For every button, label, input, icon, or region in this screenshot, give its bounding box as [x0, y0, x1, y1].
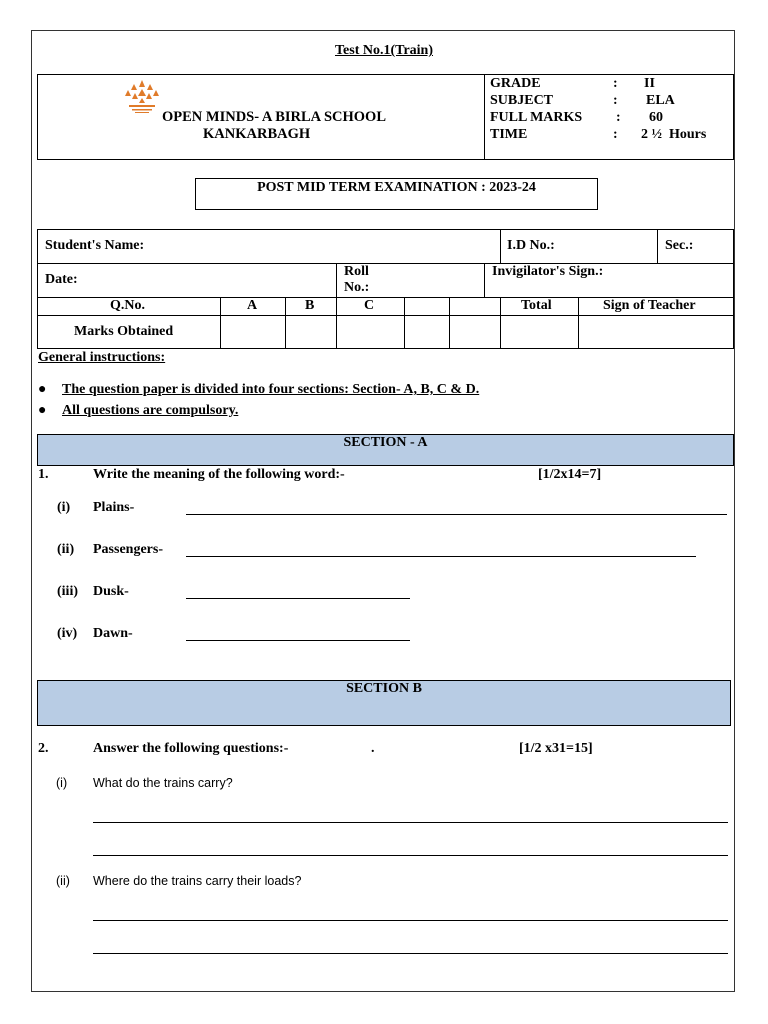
subject-label: SUBJECT	[490, 93, 554, 108]
answer-line[interactable]	[186, 556, 696, 557]
item-question: What do the trains carry?	[93, 776, 233, 790]
school-name: OPEN MINDS- A BIRLA SCHOOL	[162, 109, 386, 125]
question-text: Write the meaning of the following word:-	[93, 467, 345, 482]
col-a-header: A	[247, 298, 258, 313]
instruction-item: The question paper is divided into four sections: Section- A, B, C & D.	[62, 382, 480, 397]
full-marks-label: FULL MARKS	[490, 110, 583, 125]
invigilator-label: Invigilator's Sign.:	[492, 264, 604, 279]
exam-title: POST MID TERM EXAMINATION : 2023-24	[195, 178, 598, 210]
item-word: Dawn-	[93, 626, 133, 641]
total-header: Total	[521, 298, 552, 313]
item-number: (iv)	[57, 626, 78, 641]
grade-sep: :	[613, 76, 618, 91]
answer-line[interactable]	[93, 855, 728, 856]
section-label: Sec.:	[665, 238, 694, 253]
school-branch: KANKARBAGH	[203, 126, 311, 142]
section-b-header: SECTION B	[37, 680, 731, 726]
instructions-heading: General instructions:	[38, 350, 166, 365]
question-text: Answer the following questions:-	[93, 741, 289, 756]
qno-header: Q.No.	[110, 298, 145, 313]
question-marks: [1/2x14=7]	[538, 467, 602, 482]
question-dot: .	[371, 741, 375, 756]
roll-label-line1: Roll	[344, 264, 369, 279]
teacher-sign-header: Sign of Teacher	[603, 298, 696, 313]
answer-line[interactable]	[93, 920, 728, 921]
marks-obtained-label: Marks Obtained	[74, 324, 174, 339]
grade-value: II	[644, 76, 655, 91]
answer-line[interactable]	[186, 514, 727, 515]
answer-line[interactable]	[93, 822, 728, 823]
date-label: Date:	[45, 272, 78, 287]
id-no-label: I.D No.:	[507, 238, 555, 253]
item-number: (i)	[56, 776, 68, 790]
student-name-label: Student's Name:	[45, 238, 145, 253]
question-number: 2.	[38, 741, 49, 756]
item-number: (i)	[57, 500, 71, 515]
instruction-item: All questions are compulsory.	[62, 403, 239, 418]
full-marks-value: 60	[649, 110, 663, 125]
bullet-dot: ●	[38, 382, 47, 397]
item-number: (ii)	[57, 542, 75, 557]
item-word: Passengers-	[93, 542, 163, 557]
question-marks: [1/2 x31=15]	[519, 741, 593, 756]
full-marks-sep: :	[616, 110, 621, 125]
time-sep: :	[613, 127, 618, 142]
bullet-dot: ●	[38, 403, 47, 418]
col-c-header: C	[364, 298, 375, 313]
grade-label: GRADE	[490, 76, 541, 91]
item-number: (ii)	[56, 874, 70, 888]
item-word: Dusk-	[93, 584, 129, 599]
answer-line[interactable]	[186, 640, 410, 641]
subject-sep: :	[613, 93, 618, 108]
time-value: 2 ½ Hours	[641, 127, 707, 142]
col-b-header: B	[305, 298, 315, 313]
question-number: 1.	[38, 467, 49, 482]
page-border	[31, 30, 735, 992]
section-a-header: SECTION - A	[37, 434, 734, 466]
subject-value: ELA	[646, 93, 675, 108]
test-title: Test No.1(Train)	[335, 43, 433, 58]
item-question: Where do the trains carry their loads?	[93, 874, 302, 888]
answer-line[interactable]	[93, 953, 728, 954]
header-divider	[484, 74, 485, 160]
item-word: Plains-	[93, 500, 135, 515]
school-logo-icon	[121, 78, 163, 118]
time-label: TIME	[490, 127, 528, 142]
item-number: (iii)	[57, 584, 78, 599]
answer-line[interactable]	[186, 598, 410, 599]
roll-label-line2: No.:	[344, 280, 370, 295]
